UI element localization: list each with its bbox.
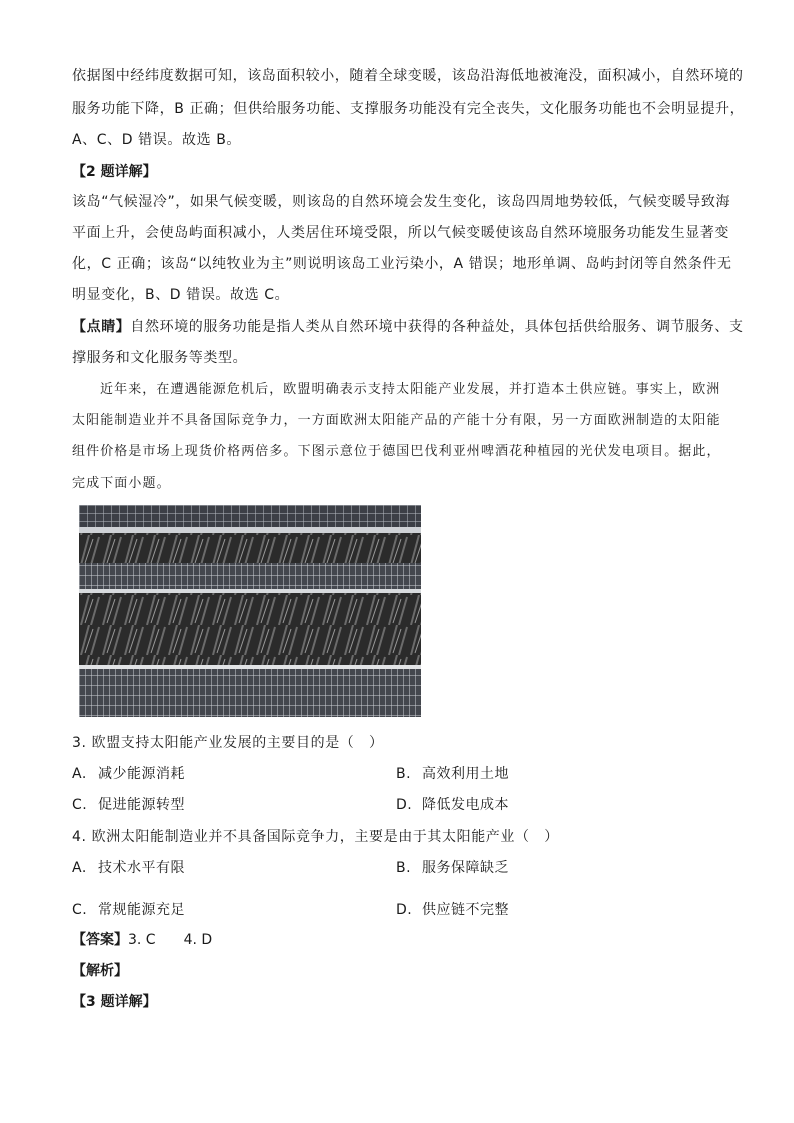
question3-stem: 3. 欧盟支持太阳能产业发展的主要目的是（ ）: [72, 735, 384, 751]
q3-option-c[interactable]: [72, 795, 185, 815]
q3-option-d[interactable]: [396, 795, 509, 815]
q3-option-c-text: 促进能源转型: [98, 797, 185, 813]
q3-option-a[interactable]: [72, 764, 185, 784]
q3-option-d-key: D.: [396, 797, 413, 813]
answer-label: 【答案】: [72, 932, 128, 948]
passage-line-3: 组件价格是市场上现货价格两倍多。下图示意位于德国巴伐利亚州啤酒花种植园的光伏发电项目。据此，: [72, 444, 721, 459]
solar-panel-illustration: [79, 505, 421, 717]
q3-option-d-text: 降低发电成本: [422, 797, 509, 813]
q4-option-a[interactable]: [72, 858, 185, 878]
q3-option-b-key: B.: [396, 766, 412, 782]
answer-text: 3. C 4. D: [128, 932, 213, 948]
dianjing-line-2: 撑服务和文化服务等类型。: [72, 350, 248, 366]
q2-line-3: 化，C 正确；该岛“以纯牧业为主”则说明该岛工业污染小，A 错误；地形单调、岛屿封闭等自然条件无: [72, 256, 732, 272]
q4-option-d-key: D.: [396, 902, 413, 918]
q3-option-a-text: 减少能源消耗: [98, 766, 185, 782]
dianjing-line-1: [72, 317, 744, 337]
q4-option-b-key: B.: [396, 860, 412, 876]
q4-option-c-key: C.: [72, 902, 88, 918]
q3-option-b-text: 高效利用土地: [422, 766, 509, 782]
intro-line-2: 服务功能下降，B 正确；但供给服务功能、支撑服务功能没有完全丧失，文化服务功能也不会明显提升，: [72, 101, 745, 117]
analysis-label: 【解析】: [72, 963, 128, 979]
q3-option-c-key: C.: [72, 797, 88, 813]
heading-q3-detail: 【3 题详解】: [72, 994, 157, 1010]
q2-line-4: 明显变化，B、D 错误。故选 C。: [72, 287, 290, 303]
intro-line-3: A、C、D 错误。故选 B。: [72, 132, 242, 148]
passage-line-1: 近年来，在遭遇能源危机后，欧盟明确表示支持太阳能产业发展，并打造本土供应链。事实上，欧洲: [100, 382, 721, 397]
q4-option-c[interactable]: [72, 900, 185, 920]
dianjing-text-1: 自然环境的服务功能是指人类从自然环境中获得的各种益处，具体包括供给服务、调节服务、支: [130, 319, 744, 335]
q4-option-b[interactable]: [396, 858, 509, 878]
intro-line-1: 依据图中经纬度数据可知，该岛面积较小，随着全球变暖，该岛沿海低地被淹没，面积减小，自然环境的: [72, 68, 744, 84]
passage-line-4: 完成下面小题。: [72, 476, 171, 491]
q4-option-d-text: 供应链不完整: [422, 902, 509, 918]
answer-line: [72, 930, 212, 950]
passage-line-2: 太阳能制造业并不具备国际竞争力，一方面欧洲太阳能产品的产能十分有限，另一方面欧洲制造的太阳能: [72, 413, 721, 428]
q4-option-c-text: 常规能源充足: [98, 902, 185, 918]
q4-option-b-text: 服务保障缺乏: [422, 860, 509, 876]
q4-option-d[interactable]: [396, 900, 509, 920]
q4-option-a-key: A.: [72, 860, 87, 876]
q3-option-b[interactable]: [396, 764, 509, 784]
q3-option-a-key: A.: [72, 766, 87, 782]
solar-farm-photo: [79, 505, 421, 717]
dianjing-label: 【点睛】: [72, 319, 131, 335]
question4-stem: 4. 欧洲太阳能制造业并不具备国际竞争力，主要是由于其太阳能产业（ ）: [72, 829, 559, 845]
heading-q2-detail: 【2 题详解】: [72, 164, 157, 180]
q2-line-1: 该岛“气候湿冷”，如果气候变暖，则该岛的自然环境会发生变化，该岛四周地势较低，气候变暖导致海: [72, 194, 731, 210]
q2-line-2: 平面上升，会使岛屿面积减小，人类居住环境受限，所以气候变暖使该岛自然环境服务功能发生显著变: [72, 225, 729, 241]
q4-option-a-text: 技术水平有限: [98, 860, 185, 876]
